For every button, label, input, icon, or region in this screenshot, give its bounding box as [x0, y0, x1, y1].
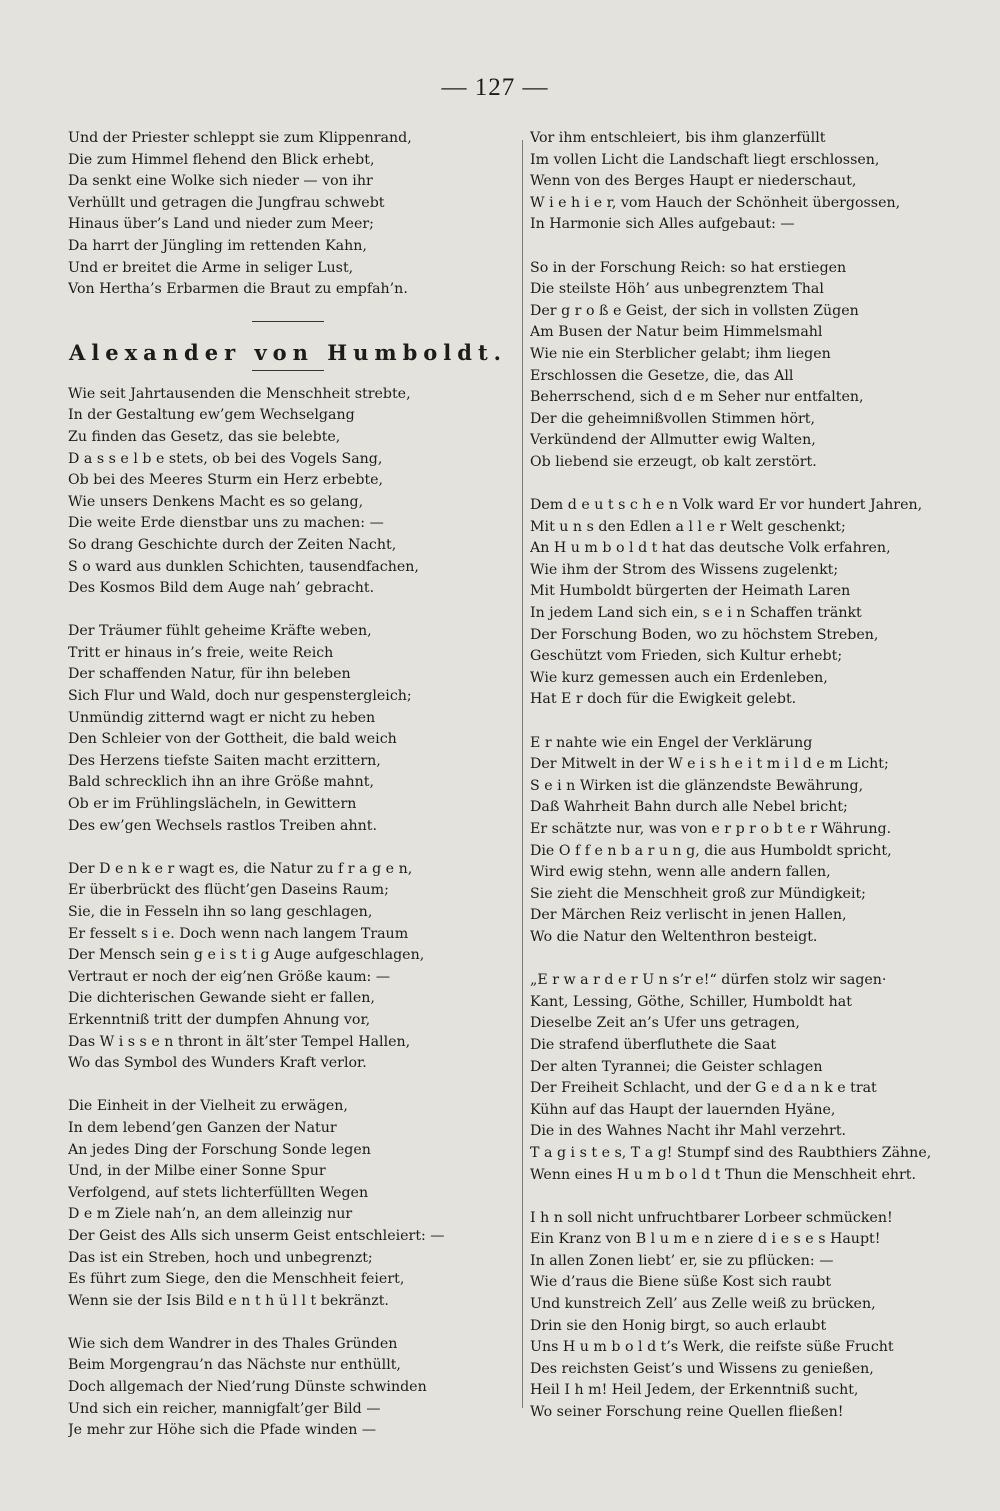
- verse-line: Wird ewig stehn, wenn alle andern fallen,: [530, 864, 831, 881]
- verse-line: Der g r o ß e Geist, der sich in vollsten Zügen: [530, 302, 859, 319]
- verse-line: Wo die Natur den Weltenthron besteigt.: [530, 928, 818, 945]
- verse-line: Die O f f e n b a r u n g, die aus Humboldt spricht,: [530, 842, 892, 859]
- verse-line: In der Gestaltung ew’gem Wechselgang: [68, 407, 355, 424]
- verse-line: Heil I h m! Heil Jedem, der Erkenntniß sucht,: [530, 1382, 859, 1399]
- verse-line: Bald schrecklich ihn an ihre Größe mahnt,: [68, 774, 374, 791]
- verse-line: Und er breitet die Arme in seliger Lust,: [68, 259, 354, 276]
- verse-line: Am Busen der Natur beim Himmelsmahl: [530, 324, 823, 341]
- stanza: [68, 1096, 508, 1312]
- verse-line: Hinaus über’s Land und nieder zum Meer;: [68, 216, 374, 233]
- verse-line: Der die geheimnißvollen Stimmen hört,: [530, 410, 815, 427]
- verse-line: Wie seit Jahrtausenden die Menschheit strebte,: [68, 385, 411, 402]
- stanza: [68, 384, 508, 600]
- verse-line: Mit Humboldt bürgerten der Heimath Laren: [530, 583, 851, 600]
- stanza: [530, 128, 970, 236]
- verse-line: Wie kurz gemessen auch ein Erdenleben,: [530, 669, 828, 686]
- page-number: — 127 —: [441, 74, 549, 101]
- verse-line: Der D e n k e r wagt es, die Natur zu f r a g e n,: [68, 860, 413, 877]
- verse-line: Wie nie ein Sterblicher gelabt; ihm liegen: [530, 345, 831, 362]
- verse-line: Dem d e u t s c h e n Volk ward Er vor hundert Jahren,: [530, 497, 923, 514]
- verse-line: Der alten Tyrannei; die Geister schlagen: [530, 1058, 823, 1075]
- verse-line: Der Märchen Reiz verlischt in jenen Hallen,: [530, 907, 847, 924]
- verse-line: Die steilste Höh’ aus unbegrenztem Thal: [530, 281, 824, 298]
- verse-line: Wie d’raus die Biene süße Kost sich raubt: [530, 1274, 832, 1291]
- right-column: [530, 128, 970, 1424]
- verse-line: Zu finden das Gesetz, das sie belebte,: [68, 428, 341, 445]
- verse-line: Die weite Erde dienstbar uns zu machen: —: [68, 515, 384, 532]
- verse-line: Kant, Lessing, Göthe, Schiller, Humboldt hat: [530, 993, 852, 1010]
- verse-line: Der schaffenden Natur, für ihn beleben: [68, 666, 351, 683]
- stanza: [530, 258, 970, 474]
- verse-line: Ob liebend sie erzeugt, ob kalt zerstört.: [530, 453, 817, 470]
- verse-line: Daß Wahrheit Bahn durch alle Nebel bricht;: [530, 799, 848, 816]
- verse-line: So in der Forschung Reich: so hat erstiegen: [530, 259, 847, 276]
- verse-line: Drin sie den Honig birgt, so auch erlaubt: [530, 1317, 827, 1334]
- verse-line: Der Freiheit Schlacht, und der G e d a n k e trat: [530, 1080, 877, 1097]
- verse-line: Tritt er hinaus in’s freie, weite Reich: [68, 644, 334, 661]
- verse-line: Je mehr zur Höhe sich die Pfade winden —: [68, 1422, 377, 1439]
- verse-line: Es führt zum Siege, den die Menschheit feiert,: [68, 1271, 405, 1288]
- verse-line: In allen Zonen liebt’ er, sie zu pflücken: —: [530, 1252, 834, 1269]
- verse-line: S e i n Wirken ist die glänzendste Bewährung,: [530, 777, 864, 794]
- verse-line: Erkenntniß tritt der dumpfen Ahnung vor,: [68, 1011, 371, 1028]
- verse-line: Das W i s s e n thront in ält’ster Tempel Hallen,: [68, 1033, 411, 1050]
- verse-line: Da senkt eine Wolke sich nieder — von ihr: [68, 173, 373, 190]
- verse-line: So drang Geschichte durch der Zeiten Nacht,: [68, 536, 397, 553]
- verse-line: Er fesselt s i e. Doch wenn nach langem Traum: [68, 925, 409, 942]
- verse-line: Und, in der Milbe einer Sonne Spur: [68, 1163, 326, 1180]
- verse-line: T a g i s t e s, T a g! Stumpf sind des Raubthiers Zähne,: [530, 1144, 932, 1161]
- verse-line: Das ist ein Streben, hoch und unbegrenzt;: [68, 1249, 373, 1266]
- verse-line: Wie ihm der Strom des Wissens zugelenkt;: [530, 561, 839, 578]
- verse-line: Beim Morgengrau’n das Nächste nur enthüllt,: [68, 1357, 401, 1374]
- verse-line: Sie, die in Fesseln ihn so lang geschlagen,: [68, 904, 373, 920]
- verse-line: An jedes Ding der Forschung Sonde legen: [68, 1141, 371, 1158]
- verse-line: Beherrschend, sich d e m Seher nur entfalten,: [530, 389, 864, 406]
- verse-line: Wenn eines H u m b o l d t Thun die Menschheit ehrt.: [530, 1166, 916, 1183]
- verse-line: Vor ihm entschleiert, bis ihm glanzerfüllt: [530, 130, 826, 146]
- left-column: [68, 128, 508, 1442]
- verse-line: Sie zieht die Menschheit groß zur Mündigkeit;: [530, 885, 866, 902]
- verse-line: Vertraut er noch der eig’nen Größe kaum: —: [68, 968, 391, 985]
- stanza: [68, 859, 508, 1075]
- verse-line: Des Herzens tiefste Saiten macht erzittern,: [68, 752, 381, 769]
- verse-line: Des ew’gen Wechsels rastlos Treiben ahnt.: [68, 817, 377, 834]
- verse-line: An H u m b o l d t hat das deutsche Volk erfahren,: [530, 540, 891, 557]
- verse-line: D e m Ziele nah’n, an dem alleinzig nur: [68, 1206, 353, 1223]
- verse-line: Und sich ein reicher, mannigfalt’ger Bild —: [68, 1400, 381, 1417]
- verse-line: Da harrt der Jüngling im rettenden Kahn,: [68, 237, 367, 254]
- verse-line: Uns H u m b o l d t’s Werk, die reifste süße Frucht: [530, 1339, 894, 1356]
- verse-line: Die dichterischen Gewande sieht er fallen,: [68, 990, 375, 1007]
- verse-line: Verhüllt und getragen die Jungfrau schwebt: [68, 194, 385, 211]
- stanza: [68, 621, 508, 837]
- verse-line: Verkündend der Allmutter ewig Walten,: [530, 432, 816, 449]
- verse-line: Der Geist des Alls sich unserm Geist entschleiert: —: [68, 1227, 445, 1244]
- verse-line: S o ward aus dunklen Schichten, tausendfachen,: [68, 558, 419, 575]
- verse-line: D a s s e l b e stets, ob bei des Vogels Sang,: [68, 450, 383, 467]
- verse-line: Er schätzte nur, was von e r p r o b t e r Währung.: [530, 821, 892, 837]
- verse-line: Doch allgemach der Nied’rung Dünste schwinden: [68, 1379, 427, 1396]
- verse-line: Geschützt vom Frieden, sich Kultur erhebt;: [530, 648, 843, 665]
- verse-line: Wie sich dem Wandrer in des Thales Gründen: [68, 1335, 398, 1352]
- stanza: [530, 970, 970, 1186]
- verse-line: I h n soll nicht unfruchtbarer Lorbeer schmücken!: [530, 1209, 893, 1226]
- verse-line: Die in des Wahnes Nacht ihr Mahl verzehrt.: [530, 1123, 847, 1140]
- verse-line: Die Einheit in der Vielheit zu erwägen,: [68, 1098, 348, 1115]
- verse-line: Er überbrückt des flücht’gen Daseins Raum;: [68, 882, 389, 899]
- verse-line: Erschlossen die Gesetze, die, das All: [530, 367, 794, 384]
- poem-title: Alexander von Humboldt.: [69, 339, 507, 365]
- stanza: [530, 733, 970, 949]
- verse-line: Der Träumer fühlt geheime Kräfte weben,: [68, 623, 372, 640]
- verse-line: Der Mitwelt in der W e i s h e i t m i l d e m Licht;: [530, 756, 889, 773]
- verse-line: Ob bei des Meeres Sturm ein Herz erbebte,: [68, 472, 384, 489]
- verse-line: Die zum Himmel flehend den Blick erhebt,: [68, 151, 375, 168]
- verse-line: „E r w a r d e r U n s’r e!“ dürfen stolz wir sagen·: [530, 972, 887, 989]
- verse-line: Und der Priester schleppt sie zum Klippenrand,: [68, 130, 412, 146]
- verse-line: Der Forschung Boden, wo zu höchstem Streben,: [530, 626, 879, 643]
- verse-line: E r nahte wie ein Engel der Verklärung: [530, 734, 813, 751]
- verse-line: Sich Flur und Wald, doch nur gespenstergleich;: [68, 688, 412, 705]
- verse-line: In Harmonie sich Alles aufgebaut: —: [530, 216, 795, 233]
- verse-line: Wenn sie der Isis Bild e n t h ü l l t bekränzt.: [68, 1292, 389, 1309]
- stanza: [530, 1208, 970, 1424]
- verse-line: Im vollen Licht die Landschaft liegt erschlossen,: [530, 151, 880, 168]
- verse-line: Des reichsten Geist’s und Wissens zu genießen,: [530, 1360, 874, 1377]
- verse-line: Ein Kranz von B l u m e n ziere d i e s e s Haupt!: [530, 1231, 881, 1248]
- verse-line: Und kunstreich Zell’ aus Zelle weiß zu brücken,: [530, 1296, 876, 1313]
- verse-line: Wo seiner Forschung reine Quellen fließen!: [530, 1404, 844, 1421]
- verse-line: In dem lebend’gen Ganzen der Natur: [68, 1119, 337, 1136]
- verse-line: Unmündig zitternd wagt er nicht zu heben: [68, 709, 376, 726]
- verse-line: Den Schleier von der Gottheit, die bald weich: [68, 731, 397, 748]
- verse-line: Kühn auf das Haupt der lauernden Hyäne,: [530, 1101, 836, 1118]
- column-divider: [522, 140, 523, 1408]
- verse-line: W i e h i e r, vom Hauch der Schönheit übergossen,: [530, 194, 901, 211]
- verse-line: Die strafend überfluthete die Saat: [530, 1036, 777, 1053]
- poem-ending-stanza: [68, 128, 508, 301]
- verse-line: Wenn von des Berges Haupt er niederschaut,: [530, 173, 857, 190]
- verse-line: In jedem Land sich ein, s e i n Schaffen tränkt: [530, 605, 862, 622]
- verse-line: Des Kosmos Bild dem Auge nah’ gebracht.: [68, 580, 375, 597]
- verse-line: Hat E r doch für die Ewigkeit gelebt.: [530, 691, 797, 708]
- stanza: [530, 495, 970, 711]
- verse-line: Dieselbe Zeit an’s Ufer uns getragen,: [530, 1015, 800, 1032]
- verse-line: Von Hertha’s Erbarmen die Braut zu empfah’n.: [68, 281, 408, 298]
- verse-line: Wo das Symbol des Wunders Kraft verlor.: [68, 1055, 367, 1072]
- verse-line: Verfolgend, auf stets lichterfüllten Wegen: [68, 1184, 369, 1201]
- verse-line: Der Mensch sein g e i s t i g Auge aufgeschlagen,: [68, 947, 425, 964]
- verse-line: Ob er im Frühlingslächeln, in Gewittern: [68, 796, 357, 813]
- verse-line: Mit u n s den Edlen a l l e r Welt geschenkt;: [530, 518, 846, 535]
- stanza: [68, 1334, 508, 1442]
- verse-line: Wie unsers Denkens Macht es so gelang,: [68, 493, 364, 510]
